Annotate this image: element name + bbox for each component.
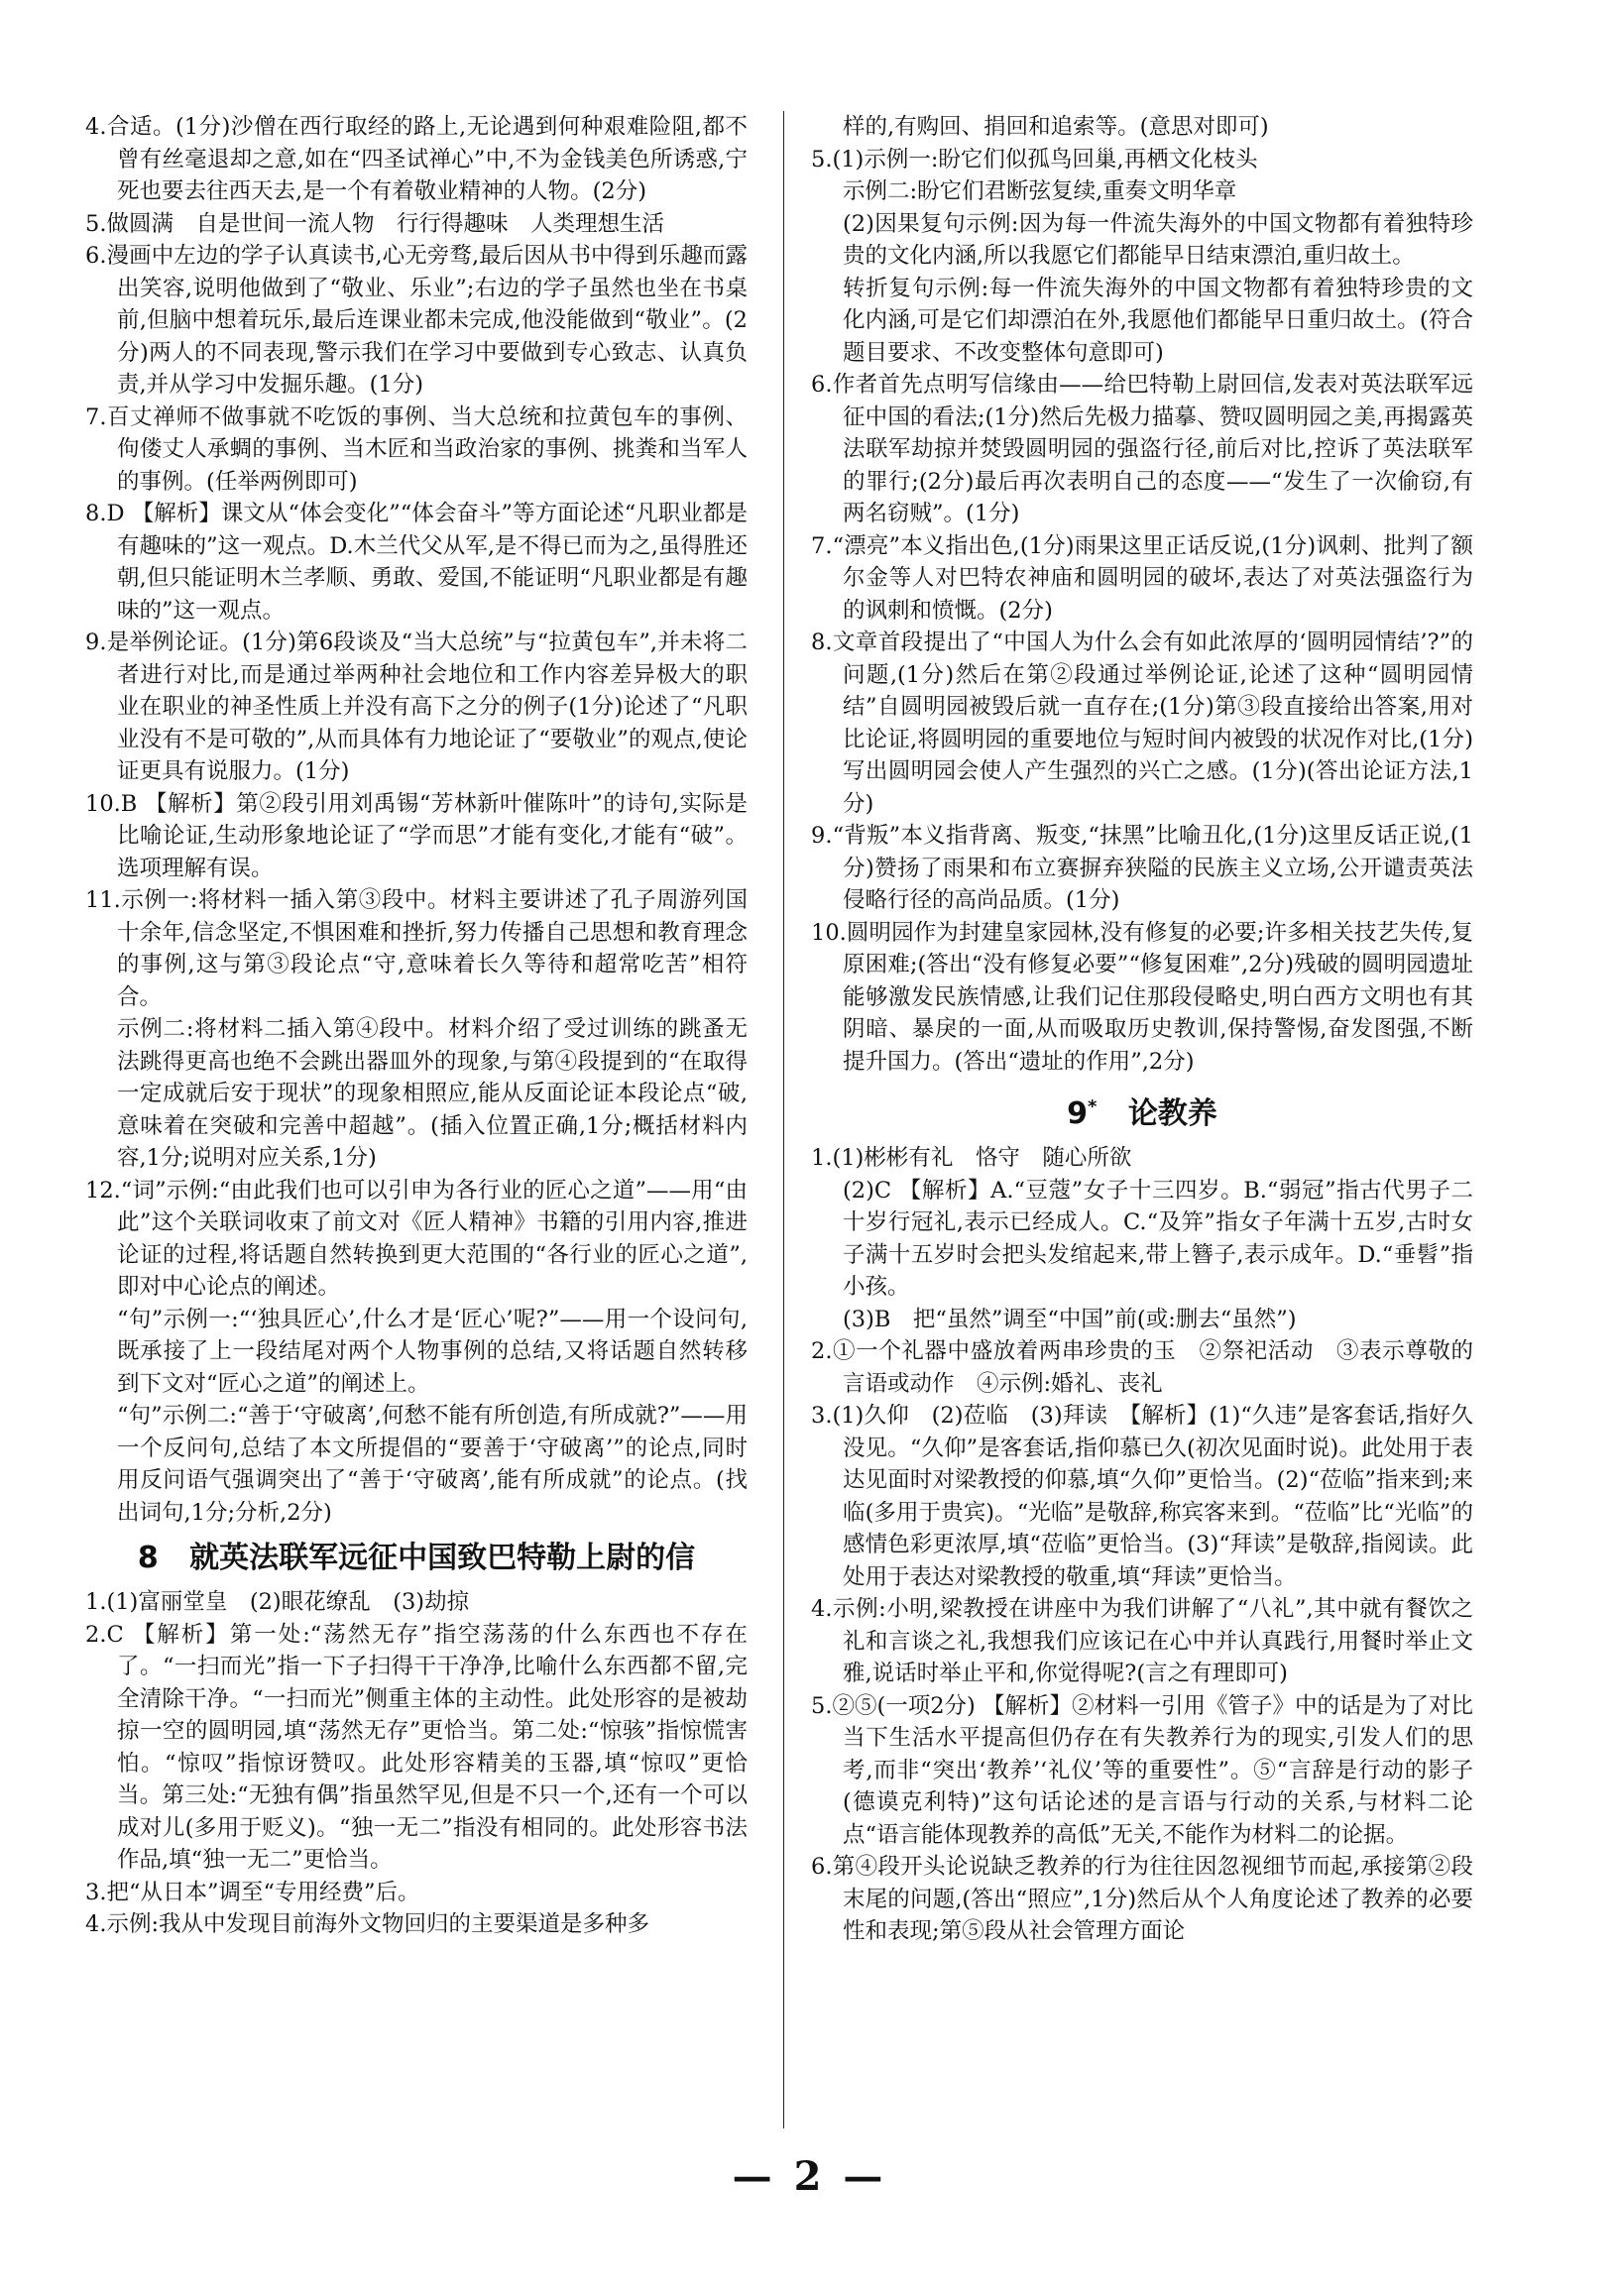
answer-item: 2.C 【解析】第一处:“荡然无存”指空荡荡的什么东西也不存在了。“一扫而光”指一下子扫得干干净净,比喻什么东西都不留,完全清除干净。“一扫而光”侧重主体的主动性。此处形容的是被劫掠一空的圆明园,填“荡然无存”更恰当。第二处:“惊骇”指惊慌害怕。“惊叹”指惊讶赞叹。此处形容精美的玉器,填“惊叹”更恰当。第三处:“无独有偶”指虽然罕见,但是不只一个,还有一个可以成对儿(多用于贬义)。“独一无二”指没有相同的。此处形容书法作品,填“独一无二”更恰当。: [85, 1621, 748, 1873]
answer-item: 10.B 【解析】第②段引用刘禹锡“芳林新叶催陈叶”的诗句,实际是比喻论证,生动形象地论证了“学而思”才能有变化,才能有“破”。选项理解有误。: [85, 790, 748, 881]
answer-item: 8.D 【解析】课文从“体会变化”“体会奋斗”等方面论述“凡职业都是有趣味的”这一观点。D.木兰代父从军,是不得已而为之,虽得胜还朝,但只能证明木兰孝顺、勇敢、爱国,不能证明“凡职业都是有趣味的”这一观点。: [85, 501, 748, 624]
answer-item: 7.“漂亮”本义指出色,(1分)雨果这里正话反说,(1分)讽刺、批判了额尔金等人对巴特农神庙和圆明园的破坏,表达了对英法强盗行为的讽刺和愤慨。(2分): [811, 532, 1473, 624]
answer-subitem: 样的,有购回、捐回和追索等。(意思对即可): [843, 114, 1269, 140]
section-title: 就英法联军远征中国致巴特勒上尉的信: [189, 1541, 696, 1575]
answer-item: 6.第④段开头论说缺乏教养的行为往往因忽视细节而起,承接第②段末尾的问题,(答出“照应”,1分)然后从个人角度论述了教养的必要性和表现;第⑤段从社会管理方面论: [811, 1854, 1473, 1944]
section-number: 8: [137, 1541, 159, 1575]
section-heading: [811, 1082, 1473, 1140]
answer-item: 4.示例:小明,梁教授在讲座中为我们讲解了“八礼”,其中就有餐饮之礼和言谈之礼,我想我们应该记在心中并认真践行,用餐时举止文雅,说话时举止平和,你觉得呢?(言之有理即可): [811, 1596, 1473, 1686]
answer-subitem: (2)因果复句示例:因为每一件流失海外的中国文物都有着独特珍贵的文化内涵,所以我愿它们都能早日结束漂泊,重归故土。: [843, 210, 1473, 269]
section-heading: [85, 1533, 748, 1584]
answer-item: 5.(1)示例一:盼它们似孤鸟回巢,再栖文化枝头: [811, 146, 1258, 172]
section-title: 论教养: [1127, 1096, 1217, 1131]
section-number: 9: [1067, 1096, 1089, 1131]
page-number: — 2 —: [732, 2153, 887, 2200]
answer-item: 5.②⑤(一项2分) 【解析】②材料一引用《管子》中的话是为了对比当下生活水平提高但仍存在有失教养行为的现实,引发人们的思考,而非“突出‘教养’‘礼仪’等的重要性”。⑤“言辞是行动的影子(德谟克利特)”这句话论述的是言语与行动的关系,与材料二论点“语言能体现教养的高低”无关,不能作为材料二的论据。: [811, 1692, 1473, 1848]
answer-item: 1.(1)富丽堂皇 (2)眼花缭乱 (3)劫掠: [85, 1589, 470, 1615]
answer-item: 4.合适。(1分)沙僧在西行取经的路上,无论遇到何种艰难险阻,都不曾有丝毫退却之意,如在“四圣试禅心”中,不为金钱美色所诱惑,宁死也要去往西天去,是一个有着敬业精神的人物。(2分): [85, 114, 748, 204]
answer-item: 2.①一个礼器中盛放着两串珍贵的玉 ②祭祀活动 ③表示尊敬的言语或动作 ④示例:婚礼、丧礼: [811, 1338, 1473, 1397]
answer-subitem: 示例二:将材料二插入第④段中。材料介绍了受过训练的跳蚤无法跳得更高也绝不会跳出器皿外的现象,与第④段提到的“在取得一定成就后安于现状”的现象相照应,能从反面论证本段论点“破,意味着在突破和完善中超越”。(插入位置正确,1分;概括材料内容,1分;说明对应关系,1分): [117, 1016, 748, 1171]
left-column: [85, 111, 748, 1941]
answer-item: 11.示例一:将材料一插入第③段中。材料主要讲述了孔子周游列国十余年,信念坚定,不惧困难和挫折,努力传播自己思想和教育理念的事例,这与第③段论点“守,意味着长久等待和超常吃苦”相符合。: [85, 887, 748, 1010]
answer-subitem: (3)B 把“虽然”调至“中国”前(或:删去“虽然”): [843, 1306, 1297, 1332]
answer-item: 6.作者首先点明写信缘由——给巴特勒上尉回信,发表对英法联军远征中国的看法;(1分)然后先极力描摹、赞叹圆明园之美,再揭露英法联军劫掠并焚毁圆明园的强盗行径,前后对比,控诉了英法联军的罪行;(2分)最后再次表明自己的态度——“发生了一次偷窃,有两名窃贼”。(1分): [811, 372, 1473, 526]
answer-subitem: “句”示例一:“‘独具匠心’,什么才是‘匠心’呢?”——用一个设问句,既承接了上一段结尾对两个人物事例的总结,又将话题自然转移到下文对“匠心之道”的阐述上。: [117, 1306, 748, 1397]
column-divider: [783, 111, 784, 2128]
answer-subitem: 示例二:盼它们君断弦复续,重奏文明华章: [843, 178, 1237, 204]
answer-subitem: 转折复句示例:每一件流失海外的中国文物都有着独特珍贵的文化内涵,可是它们却漂泊在外,我愿他们都能早日重归故土。(符合题目要求、不改变整体句意即可): [843, 275, 1473, 366]
answer-item: 3.(1)久仰 (2)莅临 (3)拜读 【解析】(1)“久违”是客套话,指好久没见。“久仰”是客套话,指仰慕已久(初次见面时说)。此处用于表达见面时对梁教授的仰慕,填“久仰”更恰当。(2)“莅临”指来到;来临(多用于贵宾)。“光临”是敬辞,称宾客来到。“莅临”比“光临”的感情色彩更浓厚,填“莅临”更恰当。(3)“拜读”是敬辞,指阅读。此处用于表达对梁教授的敬重,填“拜读”更恰当。: [811, 1403, 1473, 1590]
answer-item: 6.漫画中左边的学子认真读书,心无旁骛,最后因从书中得到乐趣而露出笑容,说明他做到了“敬业、乐业”;右边的学子虽然也坐在书桌前,但脑中想着玩乐,最后连课业都未完成,他没能做到“敬业”。(2分)两人的不同表现,警示我们在学习中要做到专心致志、认真负责,并从学习中发掘乐趣。(1分): [85, 243, 748, 398]
answer-item: 10.圆明园作为封建皇家园林,没有修复的必要;许多相关技艺失传,复原困难;(答出“没有修复必要”“修复困难”,2分)残破的圆明园遗址能够激发民族情感,让我们记住那段侵略史,明白西方文明也有其阴暗、暴戾的一面,从而吸取历史教训,保持警惕,奋发图强,不断提升国力。(答出“遗址的作用”,2分): [811, 919, 1473, 1075]
answer-subitem: (2)C 【解析】A.“豆蔻”女子十三四岁。B.“弱冠”指古代男子二十岁行冠礼,表示已经成人。C.“及笄”指女子年满十五岁,古时女子满十五岁时会把头发绾起来,带上簪子,表示成年。D.“垂髫”指小孩。: [843, 1177, 1473, 1300]
right-column: [811, 111, 1473, 1948]
answer-item: 9.“背叛”本义指背离、叛变,“抹黑”比喻丑化,(1分)这里反话正说,(1分)赞扬了雨果和布立赛摒弃狭隘的民族主义立场,公开谴责英法侵略行径的高尚品质。(1分): [811, 823, 1473, 913]
answer-item: 8.文章首段提出了“中国人为什么会有如此浓厚的‘圆明园情结’?”的问题,(1分)然后在第②段通过举例论证,论述了这种“圆明园情结”自圆明园被毁后就一直存在;(1分)第③段直接给出答案,用对比论证,将圆明园的重要地位与短时间内被毁的状况作对比,(1分)写出圆明园会使人产生强烈的兴亡之感。(1分)(答出论证方法,1分): [811, 630, 1473, 817]
answer-item: 12.“词”示例:“由此我们也可以引申为各行业的匠心之道”——用“由此”这个关联词收束了前文对《匠人精神》书籍的引用内容,推进论证的过程,将话题自然转换到更大范围的“各行业的匠心之道”,即对中心论点的阐述。: [85, 1177, 748, 1300]
answer-item: 9.是举例论证。(1分)第6段谈及“当大总统”与“拉黄包车”,并未将二者进行对比,而是通过举两种社会地位和工作内容差异极大的职业在职业的神圣性质上并没有高下之分的例子(1分)论述了“凡职业没有不是可敬的”,从而具体有力地论证了“要敬业”的观点,使论证更具有说服力。(1分): [85, 630, 748, 784]
answer-item: 5.做圆满 自是世间一流人物 行行得趣味 人类理想生活: [85, 210, 664, 237]
answer-item: 1.(1)彬彬有礼 恪守 随心所欲: [811, 1145, 1132, 1171]
self-study-mark: *: [1088, 1096, 1098, 1117]
answer-item: 7.百丈禅师不做事就不吃饭的事例、当大总统和拉黄包车的事例、佝偻丈人承蜩的事例、当木匠和当政治家的事例、挑粪和当军人的事例。(任举两例即可): [85, 403, 748, 495]
answer-item: 3.把“从日本”调至“专用经费”后。: [85, 1879, 420, 1905]
answer-subitem: “句”示例二:“善于‘守破离’,何愁不能有所创造,有所成就?”——用一个反问句,总结了本文所提倡的“要善于‘守破离’”的论点,同时用反问语气强调突出了“善于‘守破离’,能有所成就”的论点。(找出词句,1分;分析,2分): [117, 1403, 748, 1526]
answer-item: 4.示例:我从中发现目前海外文物回归的主要渠道是多种多: [85, 1911, 650, 1937]
